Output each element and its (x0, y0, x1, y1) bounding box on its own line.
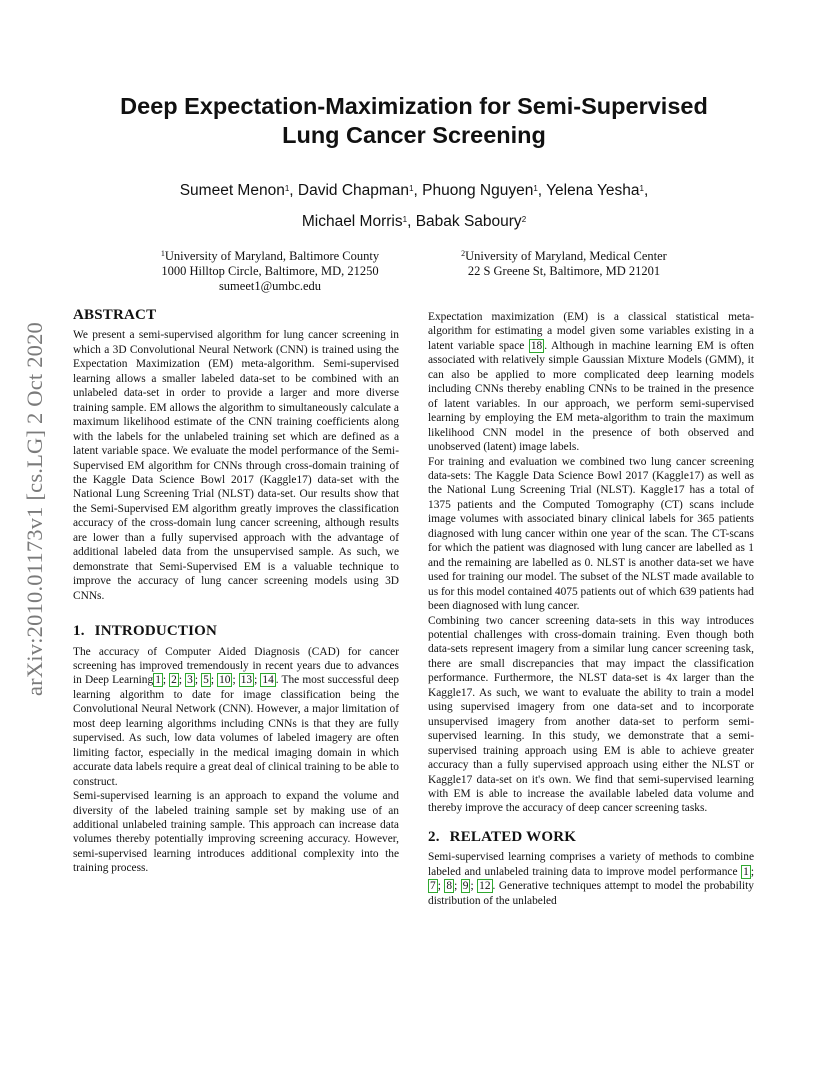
citation-link[interactable]: 9 (462, 880, 469, 893)
citation-link[interactable]: 7 (430, 880, 436, 893)
citation-link[interactable]: 2 (171, 674, 177, 687)
paper-title (60, 92, 768, 150)
related-work-heading: 2. RELATED WORK (428, 828, 577, 845)
intro-heading: 1. INTRODUCTION (73, 623, 218, 640)
author-line-1 (60, 182, 768, 200)
affiliation-1: $^1$University of Maryland, Baltimore County 1000 Hilltop Circle, Baltimore, MD, 21250 sumeet1@umbc.edu (120, 246, 420, 294)
citation-link[interactable]: 1 (743, 865, 749, 878)
citation-link[interactable]: 12 (479, 880, 491, 893)
intro-paragraph-2: Semi-supervised learning is an approach to expand the volume and diversity of the labeled training sample set by making use of an additional unlabeled training sample. This approach can increase data volumes thereby potentially improving screening accuracy. However, semi-supervised learning introduces additional complexity into the training process. (73, 790, 399, 875)
author: Phuong Nguyen$^1$, (422, 182, 547, 199)
citation-link[interactable]: 10 (219, 674, 231, 687)
author-line-2 (60, 213, 768, 231)
citation-link[interactable]: 3 (187, 674, 193, 687)
author: Babak Saboury$^2$ (415, 213, 527, 230)
dataset-paragraph: For training and evaluation we combined two lung cancer screening data-sets: The Kaggle Data Science Bowl 2017 (Kaggle17) as well as the National Lung Screening Trial (NLST). Kaggle17 has a total of 1375 patients and the Computed Tomography (CT) scans include image volumes with associated binary clinical labels for 365 patients diagnosed with lung cancer within one year of the scan. The CT-scans for which the patient was diagnosed with lung cancer are labelled as 1 and the remaining are labelled as 0. NLST is another data-set we have used for training our model. The subset of the NLST made available to us for this model contained 4075 patients out of which 639 patients had been diagnosed with lung cancer. (428, 455, 754, 613)
crossdomain-paragraph: Combining two cancer screening data-sets in this way introduces potential challenges with cross-domain training. Even though both data-sets represent imagery from a similar lung cancer screening task, there are small discrepancies that may impact the classification performance. Furthermore, the NLST data-set is 4x larger than the Kaggle17. As such, we want to evaluate the ability to train a model using supervised imagery from one data-set and to incorporate unsupervised imagery from another data-set to perform semi-supervised learning. In this study, we demonstrate that a semi-supervised training approach using EM is able to achieve greater accuracy than a fully supervised approach using either the NLST or Kaggle17 data-set on it's own. We find that semi-supervised learning with EM is able to increase the available labeled data volume and thereby improve the accuracy of deep cancer screening tasks. (428, 614, 754, 815)
abstract-heading: ABSTRACT (73, 307, 157, 323)
citation-link[interactable]: 5 (203, 674, 209, 687)
title-line-1: Deep Expectation-Maximization for Semi-Supervised (120, 93, 708, 119)
left-column (73, 308, 399, 876)
citation-link[interactable]: 18 (530, 339, 543, 352)
em-paragraph: Expectation maximization (EM) is a classical statistical meta-algorithm for estimating a model given some variables existing in a latent variable space 18 . Although in machine learning EM is often associated with relatively simple Gaussian Mixture Models (GMM), it can also be applied to more complicated deep learning models including CNNs thereby enabling CNNs to be trained in the presence of latent variables. In our approach, we perform semi-supervised learning by employing the EM meta-algorithm to train the maximum likelihood CNN model in the presence of both observed and unobserved (latent) image labels. (428, 311, 754, 454)
citation-link[interactable]: 14 (262, 674, 274, 687)
abstract-text: We present a semi-supervised algorithm for lung cancer screening in which a 3D Convolutional Neural Network (CNN) is trained using the Expectation Maximization (EM) meta-algorithm. Semi-supervised learning allows a smaller labeled data-set to be combined with an unlabeled data-set in order to provide a larger and more diverse training sample. EM allows the algorithm to simultaneously calculate a maximum likelihood estimate of the CNN training coefficients along with the labels for the unlabeled training set which are defined as a latent variable space. We evaluate the model performance of the Semi-Supervised EM algorithm for CNNs through cross-domain training of the Kaggle Data Science Bowl 2017 (Kaggle17) data-set with the National Lung Screening Trial (NLST) data-set. Our results show that the Semi-Supervised EM algorithm greatly improves the classification accuracy of the cross-domain lung cancer screening, although results are lower than a fully supervised approach with the advantage of additional labeled data from the unsupervised sample. As such, we demonstrate that Semi-Supervised EM is a valuable technique to improve the accuracy of lung cancer screening models using 3D CNNs. (73, 329, 399, 602)
intro-paragraph-1: The accuracy of Computer Aided Diagnosis (CAD) for cancer screening has improved tremendously in recent years due to advances in Deep Learning 1 ; 2 ; 3 ; 5 ; 10 ; 13 ; 14 . The most successful deep learning algorithm to date for image classification being the Convolutional Neural Network (CNN). However, a major limitation of most deep learning algorithms including CNNs is that they are fully supervised. As such, low data volumes of labeled imagery are often limiting factor, especially in the medical imaging domain in which accurate data labels require a great deal of clinical training to be able to construct. (73, 645, 399, 788)
title-line-2: Lung Cancer Screening (282, 122, 546, 148)
arxiv-stamp: arXiv:2010.01173v1 [cs.LG] 2 Oct 2020 (22, 321, 47, 696)
related-work-paragraph: Semi-supervised learning comprises a variety of methods to combine labeled and unlabeled training data to improve model performance 1 ; 7 ; 8 ; 9 ; 12 . Generative techniques attempt to model the probability distribution of the unlabeled (428, 851, 754, 907)
author: Yelena Yesha$^1$, (546, 182, 649, 199)
author: Michael Morris$^1$, (301, 213, 416, 230)
author: David Chapman$^1$, (297, 182, 423, 199)
affiliation-2: $^2$University of Maryland, Medical Center 22 S Greene St, Baltimore, MD 21201 (461, 249, 667, 278)
email: sumeet1@umbc.edu (218, 279, 322, 293)
citation-link[interactable]: 8 (446, 880, 453, 893)
citation-link[interactable]: 13 (240, 674, 253, 687)
right-column (428, 310, 754, 908)
citation-link[interactable]: 1 (155, 674, 161, 687)
author: Sumeet Menon$^1$, (179, 182, 298, 199)
